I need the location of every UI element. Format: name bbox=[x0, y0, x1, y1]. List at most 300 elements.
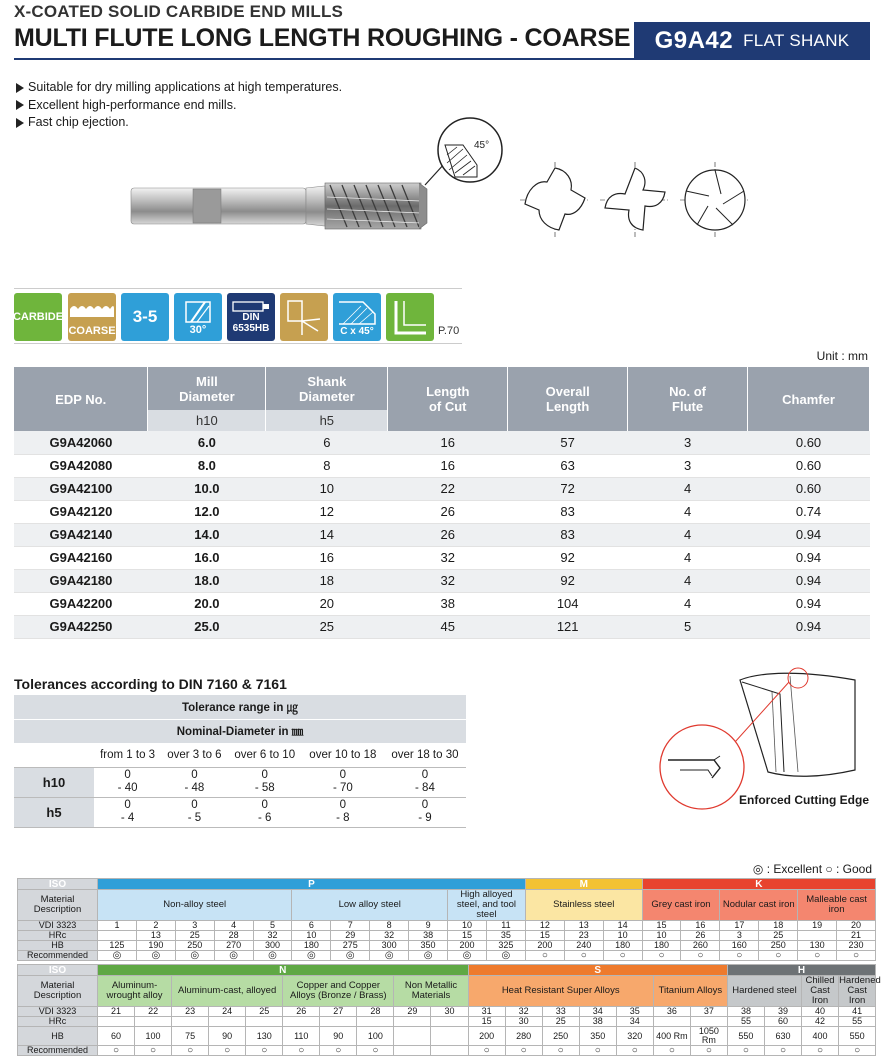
mill-diameter: 25.0 bbox=[148, 615, 266, 638]
tolerance-upper: 0 bbox=[124, 769, 131, 781]
recommendation-mark: ◎ bbox=[409, 951, 448, 961]
recommendation-mark: ○ bbox=[690, 1046, 727, 1056]
tolerance-column: over 10 to 18 bbox=[302, 743, 384, 767]
tolerance-lower: - 40 bbox=[117, 782, 138, 794]
hb-value bbox=[431, 1027, 468, 1046]
material-description: High alloyed steel, and tool steel bbox=[448, 890, 526, 921]
tolerance-column: over 18 to 30 bbox=[384, 743, 466, 767]
hb-value: 300 bbox=[253, 941, 292, 951]
tolerance-value bbox=[161, 767, 227, 797]
material-description: Chilled Cast Iron bbox=[802, 976, 839, 1007]
flute-count: 4 bbox=[628, 477, 748, 500]
length-of-cut: 38 bbox=[388, 592, 508, 615]
spec-row bbox=[14, 592, 870, 615]
hrc-value: 3 bbox=[720, 931, 759, 941]
hb-value: 550 bbox=[839, 1027, 876, 1046]
hb-value: 180 bbox=[642, 941, 681, 951]
hb-value: 240 bbox=[564, 941, 603, 951]
three-flute-section-icon bbox=[520, 162, 590, 238]
hb-value: 200 bbox=[448, 941, 487, 951]
hb-value: 300 bbox=[370, 941, 409, 951]
unit-label: Unit : mm bbox=[816, 349, 868, 363]
vdi-value: 5 bbox=[253, 921, 292, 931]
chamfer-value: 0.94 bbox=[748, 569, 870, 592]
page-reference: P.70 bbox=[438, 325, 460, 337]
tolerance-class: h5 bbox=[14, 797, 94, 827]
shank-diameter: 10 bbox=[266, 477, 388, 500]
vdi-value: 32 bbox=[505, 1007, 542, 1017]
length-of-cut: 26 bbox=[388, 523, 508, 546]
shank-diameter: 6 bbox=[266, 431, 388, 454]
recommendation-mark: ○ bbox=[468, 1046, 505, 1056]
recommendation-mark: ○ bbox=[642, 951, 681, 961]
vdi-row bbox=[18, 921, 876, 931]
mill-diameter: 8.0 bbox=[148, 454, 266, 477]
hrc-value: 32 bbox=[370, 931, 409, 941]
edp-number: G9A42140 bbox=[14, 523, 148, 546]
end-mill-drawing bbox=[125, 115, 505, 265]
iso-row-label: ISO bbox=[18, 965, 98, 976]
tolerance-lower: - 8 bbox=[336, 812, 350, 824]
hb-value: 230 bbox=[837, 941, 876, 951]
tolerance-value bbox=[161, 797, 227, 827]
tolerance-lower: - 48 bbox=[184, 782, 205, 794]
col-flutes: No. of Flute bbox=[628, 367, 748, 431]
tolerance-value bbox=[384, 767, 466, 797]
col-length-of-cut: Length of Cut bbox=[388, 367, 508, 431]
hrc-value bbox=[431, 1017, 468, 1027]
chamfer-icon: C x 45° bbox=[333, 293, 381, 341]
tolerance-value bbox=[302, 797, 384, 827]
tolerance-column: from 1 to 3 bbox=[94, 743, 161, 767]
tolerance-upper: 0 bbox=[421, 769, 429, 781]
flute-count: 4 bbox=[628, 546, 748, 569]
hrc-value: 23 bbox=[564, 931, 603, 941]
hrc-value bbox=[653, 1017, 690, 1027]
hrc-value: 35 bbox=[486, 931, 525, 941]
iso-row-label: HRc bbox=[18, 931, 98, 941]
tolerance-value bbox=[384, 797, 466, 827]
vdi-row bbox=[18, 1007, 876, 1017]
material-description: Titanium Alloys bbox=[653, 976, 727, 1007]
vdi-value: 21 bbox=[98, 1007, 135, 1017]
hrc-value bbox=[209, 1017, 246, 1027]
hb-value: 260 bbox=[681, 941, 720, 951]
iso-group: N bbox=[98, 965, 469, 976]
helix-angle-icon: 30° bbox=[174, 293, 222, 341]
tolerance-value bbox=[94, 767, 161, 797]
mill-diameter: 12.0 bbox=[148, 500, 266, 523]
nominal-diameter-header: Nominal-Diameter in ㎜ bbox=[14, 719, 466, 743]
hb-value: 90 bbox=[209, 1027, 246, 1046]
hrc-value: 25 bbox=[542, 1017, 579, 1027]
recommendation-legend: ◎ : Excellent ○ : Good bbox=[752, 862, 872, 876]
tolerance-column: over 3 to 6 bbox=[161, 743, 227, 767]
chamfer-value: 0.60 bbox=[748, 477, 870, 500]
edp-number: G9A42120 bbox=[14, 500, 148, 523]
product-code: G9A42 bbox=[654, 27, 734, 54]
iso-material-table-2 bbox=[17, 964, 881, 1056]
length-of-cut: 32 bbox=[388, 569, 508, 592]
tolerance-table bbox=[14, 695, 466, 828]
recommendation-mark: ○ bbox=[603, 951, 642, 961]
hrc-value bbox=[98, 931, 137, 941]
tolerance-rows bbox=[14, 767, 466, 827]
recommendation-mark: ◎ bbox=[98, 951, 137, 961]
overall-length: 83 bbox=[508, 523, 628, 546]
vdi-value: 38 bbox=[727, 1007, 764, 1017]
hrc-value: 29 bbox=[331, 931, 370, 941]
recommendation-mark: ○ bbox=[681, 951, 720, 961]
material-description: Aluminum-cast, alloyed bbox=[172, 976, 283, 1007]
tolerance-column: over 6 to 10 bbox=[228, 743, 302, 767]
axis-arrows-icon bbox=[284, 297, 324, 337]
tolerance-upper: 0 bbox=[191, 799, 198, 811]
recommendation-mark: ○ bbox=[727, 1046, 764, 1056]
spec-rows bbox=[14, 431, 870, 638]
hb-value: 400 Rm bbox=[653, 1027, 690, 1046]
material-description: Stainless steel bbox=[525, 890, 642, 921]
hb-value: 250 bbox=[175, 941, 214, 951]
edp-number: G9A42060 bbox=[14, 431, 148, 454]
vdi-value: 39 bbox=[764, 1007, 801, 1017]
spec-row bbox=[14, 523, 870, 546]
five-flute-section-icon bbox=[680, 162, 750, 238]
iso-group: H bbox=[727, 965, 875, 976]
vdi-value: 16 bbox=[681, 921, 720, 931]
material-description: Hardened Cast Iron bbox=[839, 975, 881, 1006]
hrc-value: 38 bbox=[409, 931, 448, 941]
four-flute-section-icon bbox=[600, 162, 670, 238]
flute-count: 4 bbox=[628, 500, 748, 523]
carbide-icon: CARBIDE bbox=[14, 293, 62, 341]
tolerance-lower: - 70 bbox=[332, 782, 353, 794]
cutting-direction-icon bbox=[280, 293, 328, 341]
hrc-value bbox=[172, 1017, 209, 1027]
spec-row bbox=[14, 431, 870, 454]
overall-length: 121 bbox=[508, 615, 628, 638]
iso-row-label: VDI 3323 bbox=[18, 1007, 98, 1017]
tolerance-class: h10 bbox=[14, 767, 94, 797]
hb-value: 180 bbox=[292, 941, 331, 951]
iso-group-row bbox=[18, 965, 876, 976]
iso-row-label: HRc bbox=[18, 1017, 98, 1027]
edp-number: G9A42080 bbox=[14, 454, 148, 477]
recommendation-mark: ○ bbox=[320, 1046, 357, 1056]
vdi-value: 29 bbox=[394, 1007, 431, 1017]
chamfer-value: 0.94 bbox=[748, 615, 870, 638]
bullet-arrow-icon bbox=[16, 118, 24, 128]
recommendation-mark: ◎ bbox=[486, 951, 525, 961]
vdi-value: 9 bbox=[409, 921, 448, 931]
vdi-value: 8 bbox=[370, 921, 409, 931]
recommendation-mark: ○ bbox=[798, 951, 837, 961]
coarse-teeth-icon bbox=[70, 303, 114, 317]
shank-type: FLAT SHANK bbox=[743, 31, 850, 50]
hb-value: 350 bbox=[579, 1027, 616, 1046]
tolerance-title: Tolerances according to DIN 7160 & 7161 bbox=[14, 676, 287, 692]
iso-material-table-1 bbox=[17, 878, 876, 961]
hrc-value: 42 bbox=[802, 1017, 839, 1027]
flute-count: 5 bbox=[628, 615, 748, 638]
hrc-value: 55 bbox=[727, 1017, 764, 1027]
material-description: Malleable cast iron bbox=[798, 890, 876, 921]
vdi-value: 17 bbox=[720, 921, 759, 931]
chamfer-value: 0.94 bbox=[748, 592, 870, 615]
recommendation-mark: ○ bbox=[839, 1046, 876, 1056]
mill-diameter: 14.0 bbox=[148, 523, 266, 546]
shank-diameter: 20 bbox=[266, 592, 388, 615]
flute-count: 4 bbox=[628, 569, 748, 592]
vdi-value: 30 bbox=[431, 1007, 468, 1017]
vdi-value: 10 bbox=[448, 921, 487, 931]
recommendation-mark: ○ bbox=[764, 1046, 801, 1056]
hrc-value: 10 bbox=[603, 931, 642, 941]
hrc-value: 34 bbox=[616, 1017, 653, 1027]
overall-length: 72 bbox=[508, 477, 628, 500]
shank-outline-icon bbox=[232, 300, 270, 312]
product-code-badge bbox=[634, 22, 870, 60]
vdi-value: 33 bbox=[542, 1007, 579, 1017]
tolerance-upper: 0 bbox=[261, 769, 268, 781]
edp-number: G9A42200 bbox=[14, 592, 148, 615]
spec-row bbox=[14, 546, 870, 569]
hb-value: 350 bbox=[409, 941, 448, 951]
vdi-value: 36 bbox=[653, 1007, 690, 1017]
iso-row-label: Recommended bbox=[18, 951, 98, 961]
col-overall-length: Overall Length bbox=[508, 367, 628, 431]
hb-value: 60 bbox=[98, 1027, 135, 1046]
tolerance-row bbox=[14, 767, 466, 797]
tolerance-value bbox=[302, 767, 384, 797]
iso-group: K bbox=[642, 879, 875, 890]
edp-number: G9A42250 bbox=[14, 615, 148, 638]
recommendation-mark: ○ bbox=[98, 1046, 135, 1056]
shoulder-milling-icon bbox=[390, 297, 430, 337]
recommended-row bbox=[18, 951, 876, 961]
vdi-value: 19 bbox=[798, 921, 837, 931]
product-title: MULTI FLUTE LONG LENGTH ROUGHING - COARSE bbox=[14, 24, 631, 52]
feature-item: Suitable for dry milling applications at high temperatures. bbox=[16, 79, 342, 97]
application-icon bbox=[386, 293, 434, 341]
recommendation-mark: ○ bbox=[802, 1046, 839, 1056]
col-chamfer: Chamfer bbox=[748, 367, 870, 431]
vdi-value: 1 bbox=[98, 921, 137, 931]
shank-diameter: 8 bbox=[266, 454, 388, 477]
spec-row bbox=[14, 569, 870, 592]
hrc-value bbox=[135, 1017, 172, 1027]
recommendation-mark: ○ bbox=[564, 951, 603, 961]
material-description: Copper and Copper Alloys (Bronze / Brass) bbox=[283, 976, 394, 1007]
recommendation-mark: ○ bbox=[542, 1046, 579, 1056]
recommendation-mark: ◎ bbox=[331, 951, 370, 961]
vdi-value: 26 bbox=[283, 1007, 320, 1017]
coarse-pitch-icon: COARSE bbox=[68, 293, 116, 341]
tolerance-upper: 0 bbox=[124, 799, 131, 811]
tolerance-upper: 0 bbox=[191, 769, 198, 781]
tolerance-lower: - 4 bbox=[120, 812, 135, 824]
tolerance-lower: - 5 bbox=[187, 812, 202, 824]
feature-item: Fast chip ejection. bbox=[16, 114, 342, 132]
material-description: Low alloy steel bbox=[292, 890, 448, 921]
edp-number: G9A42160 bbox=[14, 546, 148, 569]
recommendation-mark: ○ bbox=[135, 1046, 172, 1056]
hrc-value: 32 bbox=[253, 931, 292, 941]
iso-row-label: HB bbox=[18, 941, 98, 951]
vdi-value: 22 bbox=[135, 1007, 172, 1017]
hrc-value: 25 bbox=[759, 931, 798, 941]
hb-value: 200 bbox=[468, 1027, 505, 1046]
cutting-edge-drawing bbox=[650, 660, 875, 800]
hrc-value: 26 bbox=[681, 931, 720, 941]
mill-tolerance: h10 bbox=[148, 410, 266, 431]
hrc-value: 10 bbox=[292, 931, 331, 941]
vdi-value: 2 bbox=[136, 921, 175, 931]
vdi-value: 31 bbox=[468, 1007, 505, 1017]
tolerance-lower: - 9 bbox=[418, 812, 432, 824]
hrc-row bbox=[18, 931, 876, 941]
mill-diameter: 10.0 bbox=[148, 477, 266, 500]
iso-group: P bbox=[98, 879, 526, 890]
hrc-value bbox=[798, 931, 837, 941]
shank-diameter: 18 bbox=[266, 569, 388, 592]
hb-value: 75 bbox=[172, 1027, 209, 1046]
tolerance-value bbox=[228, 797, 302, 827]
tolerance-upper: 0 bbox=[261, 799, 268, 811]
hb-value: 400 bbox=[802, 1027, 839, 1046]
hrc-value bbox=[357, 1017, 394, 1027]
recommendation-mark: ○ bbox=[759, 951, 798, 961]
chamfer-value: 0.94 bbox=[748, 523, 870, 546]
overall-length: 92 bbox=[508, 546, 628, 569]
material-description: Aluminum-wrought alloy bbox=[98, 976, 172, 1007]
shank-diameter: 14 bbox=[266, 523, 388, 546]
material-description: Non-alloy steel bbox=[98, 890, 292, 921]
tolerance-range-header: Tolerance range in ㎍ bbox=[14, 695, 466, 719]
chamfer-value: 0.94 bbox=[748, 546, 870, 569]
hb-value: 180 bbox=[603, 941, 642, 951]
mill-diameter: 18.0 bbox=[148, 569, 266, 592]
feature-item: Excellent high-performance end mills. bbox=[16, 97, 342, 115]
overall-length: 92 bbox=[508, 569, 628, 592]
recommendation-mark: ◎ bbox=[370, 951, 409, 961]
recommendation-mark: ◎ bbox=[292, 951, 331, 961]
tolerance-upper: 0 bbox=[339, 769, 347, 781]
chamfer-corner-icon bbox=[337, 298, 377, 326]
chamfer-value: 0.60 bbox=[748, 454, 870, 477]
col-mill-diameter: Mill Diameter bbox=[148, 367, 266, 410]
hb-value: 100 bbox=[135, 1027, 172, 1046]
vdi-value: 23 bbox=[172, 1007, 209, 1017]
tolerance-row bbox=[14, 797, 466, 827]
chamfer-value: 0.74 bbox=[748, 500, 870, 523]
iso-group: S bbox=[468, 965, 727, 976]
bullet-arrow-icon bbox=[16, 83, 24, 93]
recommendation-mark: ○ bbox=[720, 951, 759, 961]
hb-value bbox=[394, 1027, 431, 1046]
hb-value: 200 bbox=[525, 941, 564, 951]
recommendation-mark: ◎ bbox=[448, 951, 487, 961]
hrc-value: 38 bbox=[579, 1017, 616, 1027]
vdi-value: 25 bbox=[246, 1007, 283, 1017]
vdi-value: 11 bbox=[486, 921, 525, 931]
title-underline bbox=[14, 58, 634, 60]
mill-diameter: 16.0 bbox=[148, 546, 266, 569]
vdi-value: 13 bbox=[564, 921, 603, 931]
overall-length: 104 bbox=[508, 592, 628, 615]
hb-value: 280 bbox=[505, 1027, 542, 1046]
hb-value: 125 bbox=[98, 941, 137, 951]
recommendation-mark: ○ bbox=[653, 1046, 690, 1056]
hrc-value: 15 bbox=[448, 931, 487, 941]
hrc-value bbox=[98, 1017, 135, 1027]
hb-value: 160 bbox=[720, 941, 759, 951]
hb-row bbox=[18, 941, 876, 951]
tolerance-value bbox=[94, 797, 161, 827]
vdi-value: 40 bbox=[802, 1007, 839, 1017]
chamfer-angle-label: 45° bbox=[474, 140, 490, 151]
tolerance-lower: - 6 bbox=[258, 812, 272, 824]
din-standard-icon: DIN 6535HB bbox=[227, 293, 275, 341]
helix-line-icon bbox=[183, 298, 213, 324]
hb-value: 630 bbox=[764, 1027, 801, 1046]
material-row-label: Material Description bbox=[18, 976, 98, 1007]
recommendation-mark: ○ bbox=[246, 1046, 283, 1056]
tolerance-columns bbox=[14, 743, 466, 767]
hb-value: 110 bbox=[283, 1027, 320, 1046]
hb-value: 1050 Rm bbox=[690, 1027, 727, 1046]
recommendation-mark: ○ bbox=[579, 1046, 616, 1056]
hb-value: 250 bbox=[759, 941, 798, 951]
specification-table bbox=[14, 367, 870, 639]
material-description: Nodular cast iron bbox=[720, 890, 798, 921]
hb-value: 90 bbox=[320, 1027, 357, 1046]
recommendation-mark: ○ bbox=[837, 951, 876, 961]
hrc-row bbox=[18, 1017, 876, 1027]
vdi-value: 15 bbox=[642, 921, 681, 931]
hrc-value: 10 bbox=[642, 931, 681, 941]
hrc-value bbox=[394, 1017, 431, 1027]
recommendation-mark: ◎ bbox=[136, 951, 175, 961]
hrc-value: 25 bbox=[175, 931, 214, 941]
tolerance-upper: 0 bbox=[339, 799, 347, 811]
hb-value: 250 bbox=[542, 1027, 579, 1046]
length-of-cut: 22 bbox=[388, 477, 508, 500]
spec-row bbox=[14, 454, 870, 477]
hrc-value: 30 bbox=[505, 1017, 542, 1027]
vdi-value: 6 bbox=[292, 921, 331, 931]
length-of-cut: 16 bbox=[388, 431, 508, 454]
hrc-value: 15 bbox=[525, 931, 564, 941]
hb-value: 320 bbox=[616, 1027, 653, 1046]
recommendation-mark: ○ bbox=[616, 1046, 653, 1056]
hrc-value: 15 bbox=[468, 1017, 505, 1027]
vdi-value: 24 bbox=[209, 1007, 246, 1017]
iso-row-label: HB bbox=[18, 1027, 98, 1046]
vdi-value: 12 bbox=[525, 921, 564, 931]
recommendation-mark: ◎ bbox=[253, 951, 292, 961]
shank-diameter: 25 bbox=[266, 615, 388, 638]
hb-value: 190 bbox=[136, 941, 175, 951]
vdi-value: 41 bbox=[839, 1007, 876, 1017]
iso-group-row bbox=[18, 879, 876, 890]
tolerance-value bbox=[228, 767, 302, 797]
vdi-value: 14 bbox=[603, 921, 642, 931]
vdi-value: 20 bbox=[837, 921, 876, 931]
vdi-value: 18 bbox=[759, 921, 798, 931]
edp-number: G9A42100 bbox=[14, 477, 148, 500]
material-description: Hardened steel bbox=[727, 976, 801, 1007]
